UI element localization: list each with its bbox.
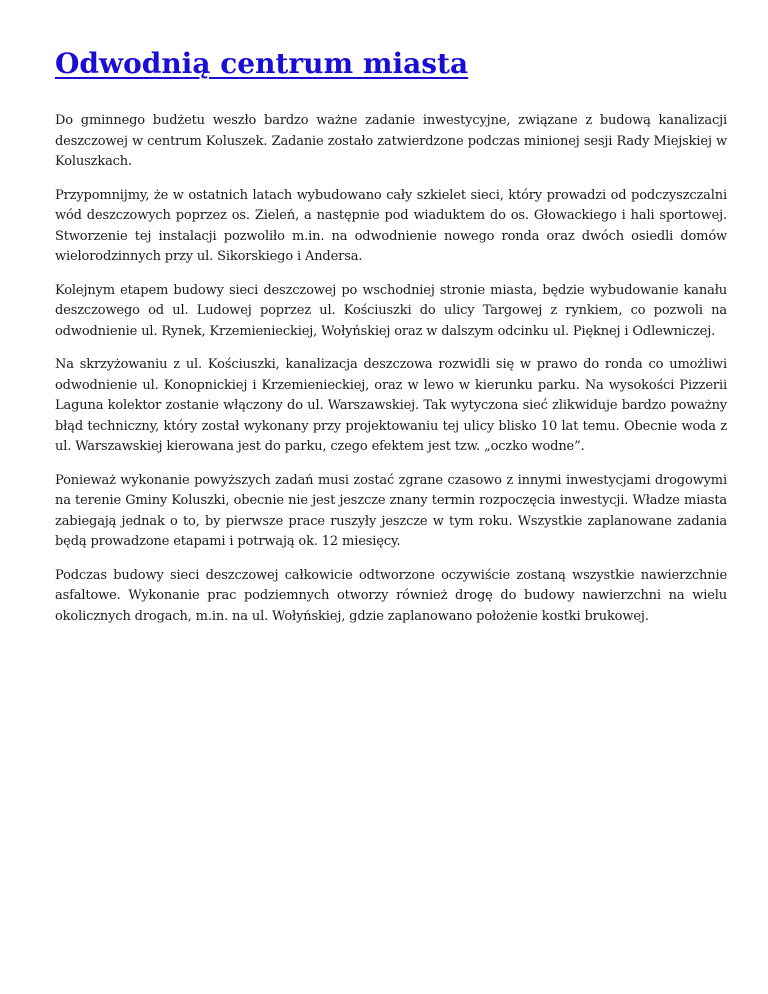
- article-paragraph-3: Kolejnym etapem budowy sieci deszczowej po wschodniej stronie miasta, będzie wybudowanie kanału deszczowego od ul. Ludowej poprzez ul. Kościuszki do ulicy Targowej z rynkiem, co pozwoli na odwodnienie ul. Rynek, Krzemienieckiej, Wołyńskiej oraz w dalszym odcinku ul. Pięknej i Odlewniczej.: [55, 282, 727, 339]
- article: [55, 44, 727, 640]
- article-paragraph-4: Na skrzyżowaniu z ul. Kościuszki, kanalizacja deszczowa rozwidli się w prawo do ronda co umożliwi odwodnienie ul. Konopnickiej i Krzemienieckiej, oraz w lewo w kierunku parku. Na wysokości Pizzerii Laguna kolektor zostanie włączony do ul. Warszawskiej. Tak wytyczona sieć zlikwiduje bardzo poważny błąd techniczny, który został wykonany przy projektowaniu tej ulicy blisko 10 lat temu. Obecnie woda z ul. Warszawskiej kierowana jest do parku, czego efektem jest tzw. „oczko wodne”.: [55, 357, 727, 454]
- article-paragraph-6: Podczas budowy sieci deszczowej całkowicie odtworzone oczywiście zostaną wszystkie nawierzchnie asfaltowe. Wykonanie prac podziemnych otworzy również drogę do budowy nawierzchni na wielu okolicznych drogach, m.in. na ul. Wołyńskiej, gdzie zaplanowano położenie kostki brukowej.: [55, 567, 727, 624]
- article-title-link[interactable]: Odwodnią centrum miasta: [55, 47, 469, 80]
- article-paragraph-1: Do gminnego budżetu weszło bardzo ważne zadanie inwestycyjne, związane z budową kanalizacji deszczowej w centrum Koluszek. Zadanie zostało zatwierdzone podczas minionej sesji Rady Miejskiej w Koluszkach.: [55, 113, 727, 169]
- article-paragraph-5: Ponieważ wykonanie powyższych zadań musi zostać zgrane czasowo z innymi inwestycjami drogowymi na terenie Gminy Koluszki, obecnie nie jest jeszcze znany termin rozpoczęcia inwestycji. Władze miasta zabiegają jednak o to, by pierwsze prace ruszyły jeszcze w tym roku. Wszystkie zaplanowane zadania będą prowadzone etapami i potrwają ok. 12 miesięcy.: [55, 472, 727, 549]
- title-wrapper: [55, 44, 727, 111]
- article-paragraph-2: Przypomnijmy, że w ostatnich latach wybudowano cały szkielet sieci, który prowadzi od podczyszczalni wód deszczowych poprzez os. Zieleń, a następnie pod wiaduktem do os. Głowackiego i hali sportowej. Stworzenie tej instalacji pozwoliło m.in. na odwodnienie nowego ronda oraz dwóch osiedli domów wielorodzinnych przy ul. Sikorskiego i Andersa.: [55, 187, 727, 264]
